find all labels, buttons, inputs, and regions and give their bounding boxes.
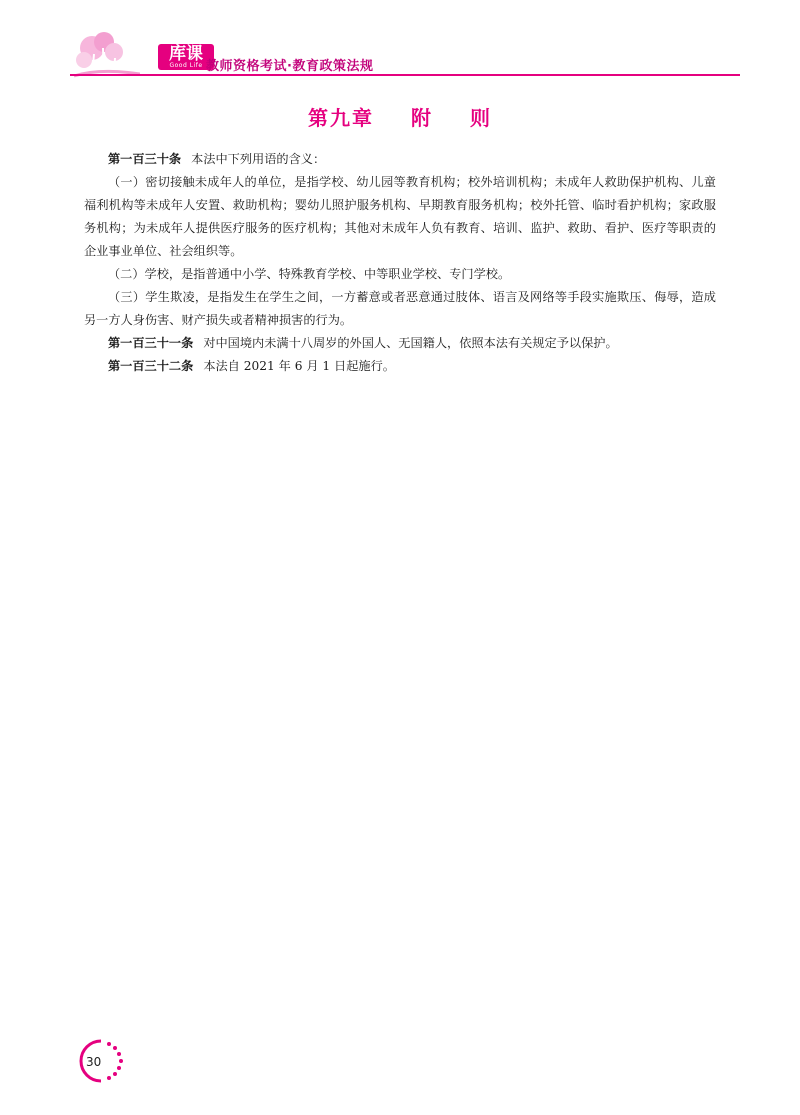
chapter-title [0,102,800,131]
article-text: 本法中下列用语的含义： [191,152,326,166]
article-paragraph [84,171,716,263]
article-paragraph [84,148,716,171]
article-text: （一）密切接触未成年人的单位，是指学校、幼儿园等教育机构；校外培训机构；未成年人救助保护机构、儿童福利机构等未成年人安置、救助机构；婴幼儿照护服务机构、早期教育服务机构；校外托管、临时看护机构；家政服务机构；为未成年人提供医疗服务的医疗机构；其他对未成年人负有教育、培训、监护、救助、看护、医疗等职责的企业事业单位、社会组织等。 [84,175,716,258]
chapter-number: 第九章 [308,106,375,130]
article-paragraph [84,286,716,332]
chapter-word-1: 附 [411,106,433,130]
article-paragraph [84,332,716,355]
article-paragraph [84,355,716,378]
page-number: 30 [86,1055,102,1069]
article-number: 第一百三十一条 [108,336,194,350]
article-number: 第一百三十二条 [108,359,194,373]
page-header [70,30,740,80]
article-text: （三）学生欺凌，是指发生在学生之间，一方蓄意或者恶意通过肢体、语言及网络等手段实施欺压、侮辱，造成另一方人身伤害、财产损失或者精神损害的行为。 [84,290,716,327]
header-divider [70,74,740,76]
article-text: 对中国境内未满十八周岁的外国人、无国籍人，依照本法有关规定予以保护。 [203,336,618,350]
article-body [84,148,716,378]
article-text: 本法自 2021 年 6 月 1 日起施行。 [203,359,395,373]
article-paragraph [84,263,716,286]
article-text: （二）学校，是指普通中小学、特殊教育学校、中等职业学校、专门学校。 [108,267,511,281]
article-number: 第一百三十条 [108,152,182,166]
tree-logo-icon [70,30,140,78]
brand-subtitle: Good Life [169,62,203,69]
brand-name: 库课 [169,44,203,64]
chapter-word-2: 则 [469,106,492,130]
header-title: 教师资格考试·教育政策法规 [206,59,374,74]
